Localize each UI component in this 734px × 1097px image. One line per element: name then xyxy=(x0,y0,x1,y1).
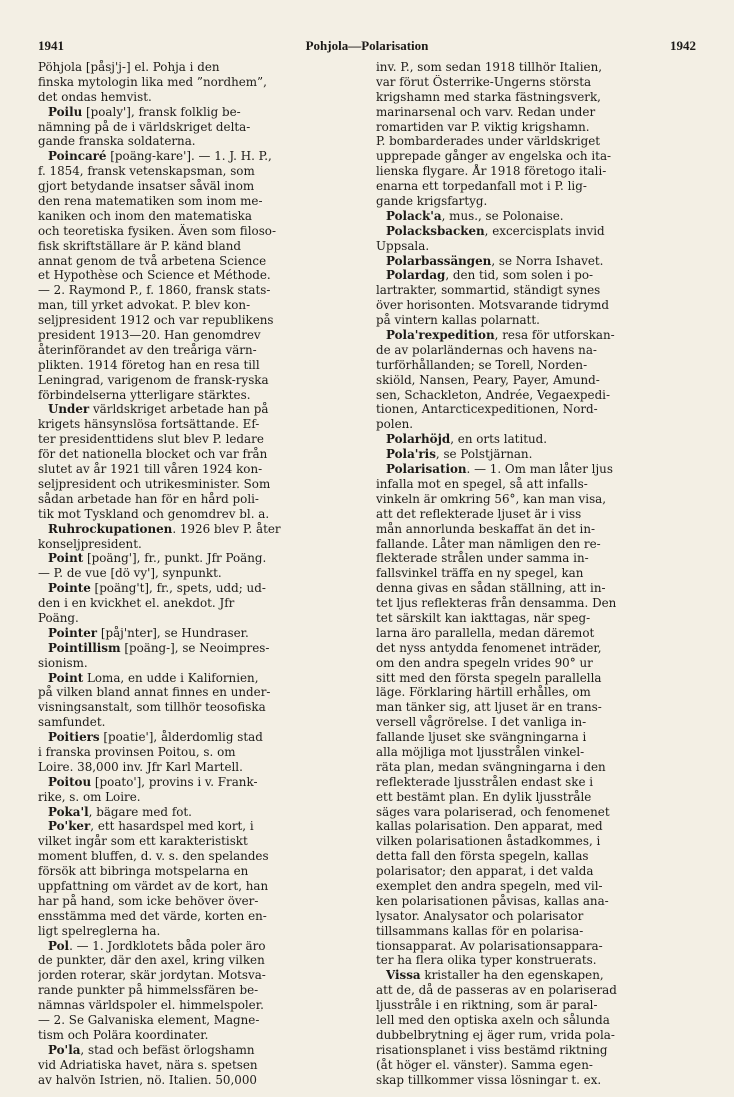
text-line: samfundet. xyxy=(38,715,106,730)
text-line: ter presidenttidens slut blev P. ledare xyxy=(38,432,264,447)
text-line: över horisonten. Motsvarande tidrymd xyxy=(376,298,609,313)
text-line: det nyss antydda fenomenet inträder, xyxy=(376,640,602,655)
text-line: skiöld, Nansen, Peary, Payer, Amund- xyxy=(376,372,600,387)
text-line: f. 1854, fransk vetenskapsman, som xyxy=(38,164,255,179)
text-line: flekterade strålen under samma in- xyxy=(376,551,589,566)
text-line: Under världskriget arbetade han på xyxy=(48,402,269,417)
text-line: Pointer [påj'nter], se Hundraser. xyxy=(48,625,249,640)
text-line: enarna ett torpedanfall mot i P. lig- xyxy=(376,179,587,194)
text-line: Poitiers [poatie'], ålderdomlig stad xyxy=(48,730,263,745)
text-line: Loire. 38,000 inv. Jfr Karl Martell. xyxy=(38,759,243,774)
text-line: fallande ljuset ske svängningarna i xyxy=(376,730,587,745)
text-line: de av polarländernas och havens na- xyxy=(376,342,597,357)
text-line: nämning på de i världskriget delta- xyxy=(38,119,251,134)
page-number-right: 1942 xyxy=(670,38,696,53)
text-line: Pola'rexpedition, resa för utforskan- xyxy=(386,328,615,343)
text-line: på vilken bland annat finnes en under- xyxy=(38,685,271,700)
text-line: inv. P., som sedan 1918 tillhör Italien, xyxy=(376,60,603,74)
text-line: den rena matematiken som inom me- xyxy=(38,194,263,209)
text-line: annat genom de två arbetena Science xyxy=(38,253,267,268)
text-line: — P. de vue [dö vy'], synpunkt. xyxy=(38,566,222,581)
text-line: Poka'l, bägare med fot. xyxy=(48,804,192,819)
text-line: risationsplanet i viss bestämd riktning xyxy=(376,1042,608,1057)
text-line: Pöhjola [påsj'j-] el. Pohja i den xyxy=(38,60,220,74)
text-line: Polardag, den tid, som solen i po- xyxy=(386,268,593,283)
text-line: upprepade gånger av engelska och ita- xyxy=(376,149,612,164)
text-line: president 1913—20. Han genomdrev xyxy=(38,328,261,343)
text-line: turförhållanden; se Torell, Norden- xyxy=(376,357,588,372)
text-line: plikten. 1914 företog han en resa till xyxy=(38,357,260,372)
text-line: fallande. Låter man nämligen den re- xyxy=(376,536,601,551)
text-line: infalla mot en spegel, så att infalls- xyxy=(376,476,588,491)
text-line: versell vågrörelse. I det vanliga in- xyxy=(376,715,587,730)
text-line: Pola'ris, se Polstjärnan. xyxy=(386,447,533,462)
text-line: tillsammans kallas för en polarisa- xyxy=(376,923,584,938)
text-line: polarisator; den apparat, i det valda xyxy=(376,864,594,879)
text-line: ken polarisationen påvisas, kallas ana- xyxy=(376,893,609,908)
text-line: säges vara polariserad, och fenomenet xyxy=(376,804,610,819)
text-line: man tänker sig, att ljuset är en trans- xyxy=(376,700,602,715)
text-line: polen. xyxy=(376,417,414,432)
text-line: Leningrad, varigenom de fransk-ryska xyxy=(38,372,269,387)
text-line: Po'la, stad och befäst örlogshamn xyxy=(48,1042,255,1057)
text-line: mån annorlunda beskaffat än det in- xyxy=(376,521,596,536)
text-line: Poitou [poato'], provins i v. Frank- xyxy=(48,774,258,789)
text-line: sitt med den första spegeln parallella xyxy=(376,670,602,685)
text-line: Po'ker, ett hasardspel med kort, i xyxy=(48,819,254,834)
text-line: ett bestämt plan. En dylik ljusstråle xyxy=(376,789,592,804)
text-line: har på hand, som icke behöver över- xyxy=(38,893,259,908)
text-line: Poilu [poaly'], fransk folklig be- xyxy=(48,104,241,119)
text-line: Polarhöjd, en orts latitud. xyxy=(386,432,548,447)
text-line: ljusstråle i en riktning, som är paral- xyxy=(376,998,598,1013)
text-line: seljpresident 1912 och var republikens xyxy=(38,313,274,328)
text-line: försök att bibringa motspelarna en xyxy=(38,864,249,879)
text-line: kaniken och inom den matematiska xyxy=(38,208,252,223)
text-line: var förut Österrike-Ungerns största xyxy=(376,74,592,89)
text-line: denna givas en sådan ställning, att in- xyxy=(376,581,606,596)
text-line: lell med den optiska axeln och sålunda xyxy=(376,1013,610,1027)
text-line: rike, s. om Loire. xyxy=(38,789,141,804)
text-line: tet särskilt kan iakttagas, när speg- xyxy=(376,610,591,625)
text-line: läge. Förklaring härtill erhålles, om xyxy=(376,685,591,700)
text-line: seljpresident och utrikesminister. Som xyxy=(38,476,271,491)
text-line: Point [poäng'], fr., punkt. Jfr Poäng. xyxy=(48,551,267,566)
text-line: om den andra spegeln vrides 90° ur xyxy=(376,655,593,670)
text-line: ligt spelreglerna ha. xyxy=(38,923,161,938)
text-line: slutet av år 1921 till våren 1924 kon- xyxy=(38,462,263,477)
text-line: man, till yrket advokat. P. blev kon- xyxy=(38,298,251,313)
text-line: nämnas världspoler el. himmelspoler. xyxy=(38,998,264,1013)
text-line: exemplet den andra spegeln, med vil- xyxy=(376,878,603,893)
text-line: att det reflekterade ljuset är i viss xyxy=(376,506,582,521)
text-line: skap tillkommer vissa lösningar t. ex. xyxy=(376,1072,602,1087)
text-line: tism och Polära koordinater. xyxy=(38,1027,209,1042)
text-line: Point Loma, en udde i Kalifornien, xyxy=(48,670,259,685)
text-line: Polack'a, mus., se Polonaise. xyxy=(386,208,564,223)
text-line: tionsapparat. Av polarisationsappara- xyxy=(376,938,603,953)
text-line: Poincaré [poäng-kare']. — 1. J. H. P., xyxy=(48,149,272,164)
text-line: rande punkter på himmelssfären be- xyxy=(38,983,259,998)
text-line: Pointe [poäng't], fr., spets, udd; ud- xyxy=(48,581,266,596)
text-line: fisk skriftställare är P. känd bland xyxy=(38,238,241,253)
text-line: gande franska soldaterna. xyxy=(38,134,196,149)
text-line: fallsvinkel träffa en ny spegel, kan xyxy=(376,566,584,581)
page-number-left: 1941 xyxy=(38,38,64,53)
text-line: förbindelserna ytterligare stärktes. xyxy=(38,387,251,402)
text-line: — 2. Raymond P., f. 1860, fransk stats- xyxy=(38,283,271,298)
text-line: kallas polarisation. Den apparat, med xyxy=(376,819,603,834)
text-line: uppfattning om värdet av de kort, han xyxy=(38,878,269,893)
text-line: larna äro parallella, medan däremot xyxy=(376,625,595,640)
text-line: av halvön Istrien, nö. Italien. 50,000 xyxy=(38,1072,257,1087)
text-line: Ruhrockupationen. 1926 blev P. åter xyxy=(48,521,281,536)
text-line: reflekterade ljusstrålen endast ske i xyxy=(376,774,594,789)
text-line: Pol. — 1. Jordklotets båda poler äro xyxy=(48,938,266,953)
text-line: Uppsala. xyxy=(376,238,430,253)
text-line: detta fall den första spegeln, kallas xyxy=(376,849,589,864)
text-line: marinarsenal och varv. Redan under xyxy=(376,104,596,119)
text-line: finska mytologin lika med ”nordhem”, xyxy=(38,74,267,89)
text-line: för det nationella blocket och var från xyxy=(38,447,268,462)
text-line: tet ljus reflekteras från densamma. Den xyxy=(376,596,617,611)
text-line: räta plan, medan svängningarna i den xyxy=(376,759,606,774)
text-line: sen, Schackleton, Andrée, Vegaexpedi- xyxy=(376,387,610,402)
text-line: tionen, Antarcticexpeditionen, Nord- xyxy=(376,402,598,417)
text-line: Poäng. xyxy=(38,610,79,625)
text-line: att de, då de passeras av en polariserad xyxy=(376,983,617,998)
text-line: tik mot Tyskland och genomdrev bl. a. xyxy=(38,506,270,521)
text-line: lysator. Analysator och polarisator xyxy=(376,908,584,923)
text-line: sådan arbetade han för en hård poli- xyxy=(38,491,259,506)
text-line: lartrakter, sommartid, ständigt synes xyxy=(376,283,601,298)
text-line: moment bluffen, d. v. s. den spelandes xyxy=(38,849,269,864)
text-line: på vintern kallas polarnatt. xyxy=(376,313,540,328)
text-line: Polarbassängen, se Norra Ishavet. xyxy=(386,253,604,268)
text-line: vilket ingår som ett karakteristiskt xyxy=(38,834,248,849)
text-line: P. bombarderades under världskriget xyxy=(376,134,601,149)
left-column xyxy=(38,60,336,1090)
text-line: det ondas hemvist. xyxy=(38,89,152,104)
text-line: visningsanstalt, som tillhör teosofiska xyxy=(38,700,266,715)
text-line: krigshamn med starka fästningsverk, xyxy=(376,89,601,104)
text-line: — 2. Se Galvaniska element, Magne- xyxy=(38,1013,260,1027)
text-line: krigets hänsynslösa fortsättande. Ef- xyxy=(38,417,260,432)
text-line: dubbelbrytning ej äger rum, vrida pola- xyxy=(376,1027,615,1042)
text-line: Pointillism [poäng-], se Neoimpres- xyxy=(48,640,270,655)
text-line: de punkter, där den axel, kring vilken xyxy=(38,953,265,968)
text-line: Vissa kristaller ha den egenskapen, xyxy=(386,968,604,983)
text-line: gjort betydande insatser såväl inom xyxy=(38,179,255,194)
text-line: ter ha flera olika typer konstruerats. xyxy=(376,953,597,968)
text-line: gande krigsfartyg. xyxy=(376,194,488,209)
text-line: jorden roterar, skär jordytan. Motsva- xyxy=(38,968,266,983)
text-line: Polarisation. — 1. Om man låter ljus xyxy=(386,462,613,477)
text-line: vinkeln är omkring 56°, kan man visa, xyxy=(376,491,607,506)
text-line: vid Adriatiska havet, nära s. spetsen xyxy=(38,1057,258,1072)
text-line: ensstämma med det värde, korten en- xyxy=(38,908,267,923)
text-line: alla möjliga mot ljusstrålen vinkel- xyxy=(376,744,585,759)
text-line: et Hypothèse och Science et Méthode. xyxy=(38,268,271,283)
text-line: lienska flygare. År 1918 företogo itali- xyxy=(376,164,607,179)
text-line: och teoretiska fysiken. Även som filoso- xyxy=(38,223,276,238)
text-line: i franska provinsen Poitou, s. om xyxy=(38,744,236,759)
text-line: den i en kvickhet el. anekdot. Jfr xyxy=(38,596,235,611)
text-line: konseljpresident. xyxy=(38,536,142,551)
text-line: vilken polarisationen åstadkommes, i xyxy=(376,834,601,849)
text-line: (åt höger el. vänster). Samma egen- xyxy=(376,1057,593,1072)
page-header xyxy=(38,38,696,56)
running-title: Pohjola—Polarisation xyxy=(305,38,429,53)
text-line: återinförandet av den treåriga värn- xyxy=(38,342,257,357)
text-line: Polacksbacken, excercisplats invid xyxy=(386,223,605,238)
right-column xyxy=(376,60,674,1090)
text-line: sionism. xyxy=(38,655,88,670)
text-line: romartiden var P. viktig krigshamn. xyxy=(376,119,590,134)
